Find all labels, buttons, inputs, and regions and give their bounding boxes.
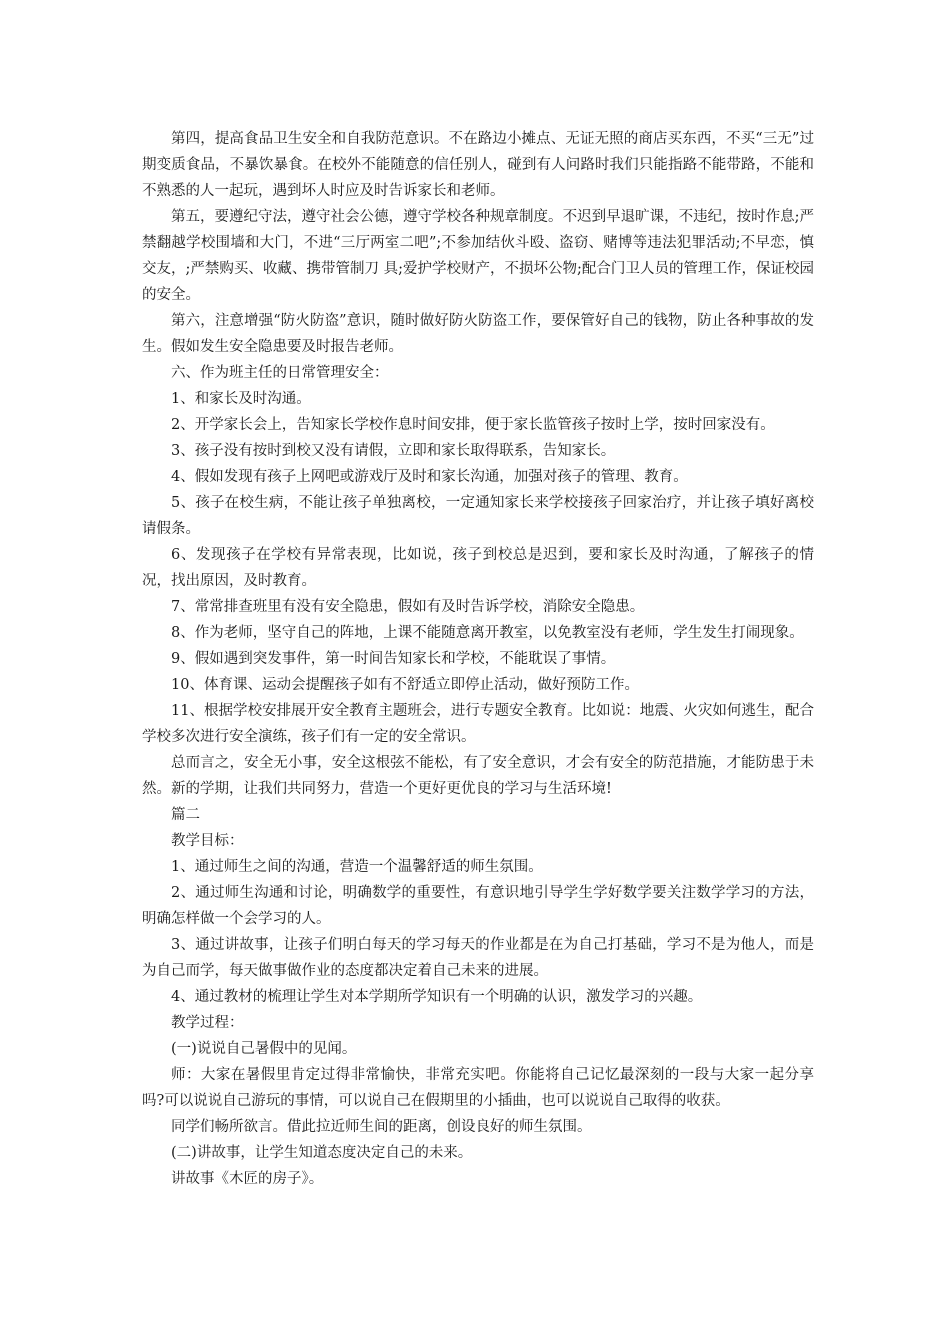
list-item: 6、发现孩子在学校有异常表现，比如说，孩子到校总是迟到，要和家长及时沟通，了解孩子的情况，找出原因，及时教育。 — [142, 547, 814, 589]
list-item: 8、作为老师，坚守自己的阵地，上课不能随意离开教室，以免教室没有老师，学生发生打闹现象。 — [171, 625, 804, 641]
paragraph: 师：大家在暑假里肯定过得非常愉快，非常充实吧。你能将自己记忆最深刻的一段与大家一起分享吗?可以说说自己游玩的事情，可以说自己在假期里的小插曲，也可以说说自己取得的收获。 — [142, 1067, 814, 1109]
paragraph-3: 第六，注意增强“防火防盗”意识，随时做好防火防盗工作，要保管好自己的钱物，防止各种事故的发生。假如发生安全隐患要及时报告老师。 — [142, 313, 814, 355]
list-item: 10、体育课、运动会提醒孩子如有不舒适立即停止活动，做好预防工作。 — [171, 677, 639, 693]
list-item: 4、通过教材的梳理让学生对本学期所学知识有一个明确的认识，激发学习的兴趣。 — [171, 989, 703, 1005]
list-item: 2、开学家长会上，告知家长学校作息时间安排，便于家长监管孩子按时上学，按时回家没有。 — [171, 417, 775, 433]
list-item: 5、孩子在校生病，不能让孩子单独离校，一定通知家长来学校接孩子回家治疗，并让孩子填好离校请假条。 — [142, 495, 814, 537]
document-page — [142, 126, 814, 1192]
subsection-heading: (一)说说自己暑假中的见闻。 — [171, 1041, 357, 1057]
paragraph: 讲故事《木匠的房子》。 — [171, 1171, 324, 1187]
section-heading: 六、作为班主任的日常管理安全： — [171, 365, 389, 381]
list-item: 7、常常排查班里有没有安全隐患，假如有及时告诉学校，消除安全隐患。 — [171, 599, 645, 615]
list-item: 3、孩子没有按时到校又没有请假，立即和家长取得联系，告知家长。 — [171, 443, 616, 459]
section-heading: 教学目标： — [171, 833, 244, 849]
paragraph-2: 第五，要遵纪守法，遵守社会公德，遵守学校各种规章制度。不迟到早退旷课，不违纪，按时作息;严禁翻越学校围墙和大门，不进“三厅两室二吧”;不参加结伙斗殴、盗窃、赌博等违法犯罪活动;不早恋，慎交友，;严禁购买、收藏、携带管制刀 具;爱护学校财产，不损坏公物;配合门卫人员的管理工作，保证校园的安全。 — [142, 209, 814, 303]
list-item: 11、根据学校安排展开安全教育主题班会，进行专题安全教育。比如说：地震、火灾如何逃生，配合学校多次进行安全演练，孩子们有一定的安全常识。 — [142, 703, 814, 745]
list-item: 1、和家长及时沟通。 — [171, 391, 311, 407]
section-heading: 教学过程： — [171, 1015, 244, 1031]
list-item: 2、通过师生沟通和讨论，明确数学的重要性，有意识地引导学生学好数学要关注数学学习的方法，明确怎样做一个会学习的人。 — [142, 885, 814, 927]
paragraph-1: 第四，提高食品卫生安全和自我防范意识。不在路边小摊点、无证无照的商店买东西，不买“三无”过期变质食品，不暴饮暴食。在校外不能随意的信任别人，碰到有人问路时我们只能指路不能带路，不能和不熟悉的人一起玩，遇到坏人时应及时告诉家长和老师。 — [142, 131, 814, 199]
part-heading: 篇二 — [171, 807, 200, 823]
summary-paragraph: 总而言之，安全无小事，安全这根弦不能松，有了安全意识，才会有安全的防范措施，才能防患于未然。新的学期，让我们共同努力，营造一个更好更优良的学习与生活环境! — [142, 755, 814, 797]
list-item: 9、假如遇到突发事件，第一时间告知家长和学校，不能耽误了事情。 — [171, 651, 616, 667]
subsection-heading: (二)讲故事，让学生知道态度决定自己的未来。 — [171, 1145, 473, 1161]
paragraph: 同学们畅所欲言。借此拉近师生间的距离，创设良好的师生氛围。 — [171, 1119, 592, 1135]
list-item: 4、假如发现有孩子上网吧或游戏厅及时和家长沟通，加强对孩子的管理、教育。 — [171, 469, 688, 485]
list-item: 3、通过讲故事，让孩子们明白每天的学习每天的作业都是在为自己打基础，学习不是为他人，而是为自己而学，每天做事做作业的态度都决定着自己未来的进展。 — [142, 937, 814, 979]
list-item: 1、通过师生之间的沟通，营造一个温馨舒适的师生氛围。 — [171, 859, 543, 875]
